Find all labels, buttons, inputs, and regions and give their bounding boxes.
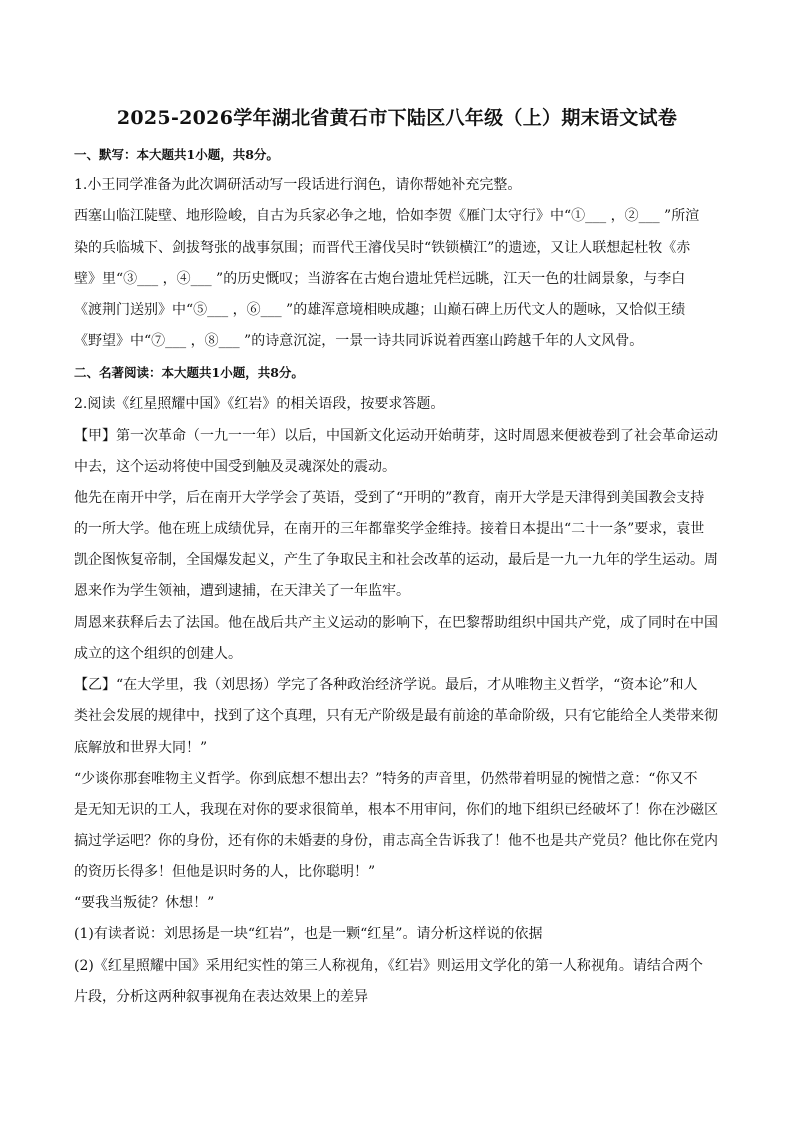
q2-subq-2-line-1: (2)《红星照耀中国》采用纪实性的第三人称视角，《红岩》则运用文学化的第一人称视角。请结合两个	[74, 958, 703, 974]
q2-line-4: 的一所大学。他在班上成绩优异，在南开的三年都靠奖学金维持。接着日本提出“二十一条”要求，袁世	[74, 521, 705, 537]
q1-prompt: 1.小王同学准备为此次调研活动写一段话进行润色，请你帮她补充完整。	[74, 177, 522, 193]
q2-line-5: 凯企图恢复帝制，全国爆发起义，产生了争取民主和社会改革的运动，最后是一九一九年的学生运动。周	[74, 552, 718, 568]
q2-subq-2-line-2: 片段，分析这两种叙事视角在表达效果上的差异	[74, 989, 368, 1005]
q1-line-3: 壁》里“③___ ，④___ ”的历史慨叹；当游客在古炮台遗址凭栏远眺，江天一色的壮阔景象，与李白	[74, 271, 686, 287]
q2-line-8: 成立的这个组织的创建人。	[74, 646, 242, 662]
q2-line-6: 恩来作为学生领袖，遭到逮捕，在天津关了一年监牢。	[74, 583, 410, 599]
q2-line-13: 是无知无识的工人，我现在对你的要求很简单，根本不用审问，你们的地下组织已经破坏了！你在沙磁区	[74, 802, 718, 818]
q2-line-15: 的资历长得多！但他是识时务的人，比你聪明！”	[74, 864, 376, 880]
q2-line-3: 他先在南开中学，后在南开大学学会了英语，受到了“开明的”教育，南开大学是天津得到美国教会支持	[74, 490, 705, 506]
q2-prompt: 2.阅读《红星照耀中国》《红岩》的相关语段，按要求答题。	[74, 396, 445, 412]
q1-line-4: 《渡荆门送别》中“⑤___ ，⑥___ ”的雄浑意境相映成趣；山巅石碑上历代文人的题咏，又恰似王绩	[74, 302, 686, 318]
q2-line-16: “要我当叛徒？休想！”	[74, 895, 215, 911]
section1-heading: 一、默写：本大题共1小题，共8分。	[74, 147, 279, 162]
q1-line-2: 染的兵临城下、剑拔弩张的战事氛围；而晋代王濬伐吴时“铁锁横江”的遗迹，又让人联想起杜牧《赤	[74, 240, 691, 256]
q2-line-1: 【甲】第一次革命（一九一一年）以后，中国新文化运动开始萌芽，这时周恩来便被卷到了社会革命运动	[74, 428, 718, 444]
q1-line-5: 《野望》中“⑦___ ，⑧___ ”的诗意沉淀，一景一诗共同诉说着西塞山跨越千年的人文风骨。	[74, 333, 644, 349]
q2-line-9: 【乙】“在大学里，我（刘思扬）学完了各种政治经济学说。最后，才从唯物主义哲学，“资本论”和人	[74, 677, 698, 693]
q2-line-11: 底解放和世界大同！”	[74, 740, 208, 756]
exam-title: 2025-2026学年湖北省黄石市下陆区八年级（上）期末语文试卷	[116, 107, 678, 129]
q2-line-12: “少谈你那套唯物主义哲学。你到底想不想出去？”特务的声音里，仍然带着明显的惋惜之意：“你又不	[74, 771, 698, 787]
q2-line-10: 类社会发展的规律中，找到了这个真理，只有无产阶级是最有前途的革命阶级，只有它能给全人类带来彻	[74, 708, 718, 724]
q2-line-2: 中去，这个运动将使中国受到触及灵魂深处的震动。	[74, 459, 396, 475]
q2-line-7: 周恩来获释后去了法国。他在战后共产主义运动的影响下，在巴黎帮助组织中国共产党，成了同时在中国	[74, 615, 718, 631]
q2-line-14: 搞过学运吧？你的身份，还有你的未婚妻的身份，甫志高全告诉我了！他不也是共产党员？他比你在党内	[74, 833, 718, 849]
section2-heading: 二、名著阅读：本大题共1小题，共8分。	[74, 365, 304, 380]
q2-subq-1: (1)有读者说：刘思扬是一块“红岩”，也是一颗“红星”。请分析这样说的依据	[74, 926, 543, 942]
q1-line-1: 西塞山临江陡壁、地形险峻，自古为兵家必争之地，恰如李贺《雁门太守行》中“①___ ，②___ ”所渲	[74, 208, 700, 224]
